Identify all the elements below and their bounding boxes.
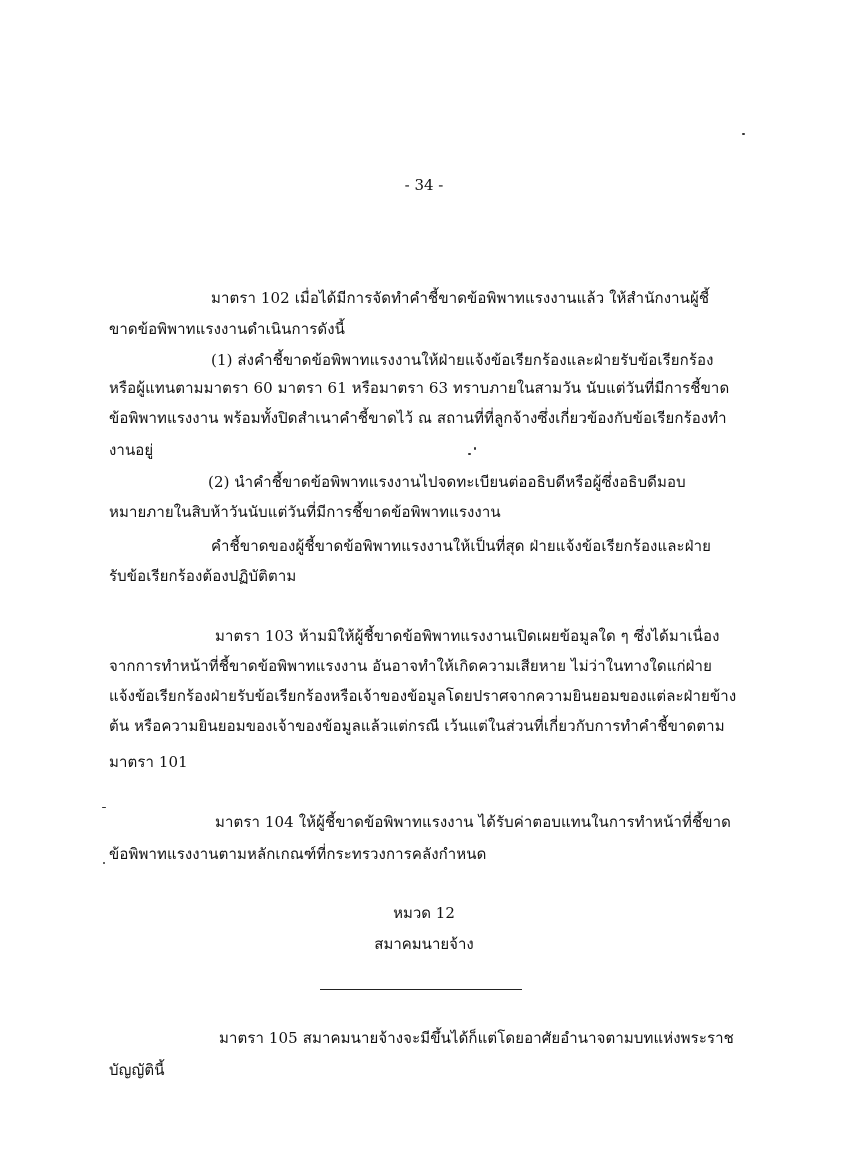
scan-speck xyxy=(742,133,745,135)
section-102-item-1-line-3: ข้อพิพาทแรงงาน พร้อมทั้งปิดสำเนาคำชี้ขาดไว้ ณ สถานที่ที่ลูกจ้างซึ่งเกี่ยวข้องกับข้อเรียกร้องทำ xyxy=(109,409,727,427)
page-number: - 34 - xyxy=(404,176,444,194)
section-103-line-4: ต้น หรือความยินยอมของเจ้าของข้อมูลแล้วแต่กรณี เว้นแต่ในส่วนที่เกี่ยวกับการทำคำชี้ขาดตาม xyxy=(109,717,725,735)
section-divider xyxy=(320,989,522,990)
section-104-line-2: ข้อพิพาทแรงงานตามหลักเกณฑ์ที่กระทรวงการคลังกำหนด xyxy=(109,845,487,863)
scan-speck xyxy=(474,447,476,450)
scan-speck xyxy=(468,453,471,455)
chapter-title: สมาคมนายจ้าง xyxy=(374,935,474,953)
section-103-line-5: มาตรา 101 xyxy=(109,753,188,771)
scan-speck xyxy=(102,807,106,808)
section-105-line-2: บัญญัตินี้ xyxy=(109,1061,165,1079)
section-102-item-2-line-1: (2) นำคำชี้ขาดข้อพิพาทแรงงานไปจดทะเบียนต่ออธิบดีหรือผู้ซึ่งอธิบดีมอบ xyxy=(208,473,686,491)
section-103-line-3: แจ้งข้อเรียกร้องฝ่ายรับข้อเรียกร้องหรือเจ้าของข้อมูลโดยปราศจากความยินยอมของแต่ละฝ่ายข้าง xyxy=(109,687,737,705)
section-102-final-paragraph-line-1: คำชี้ขาดของผู้ชี้ขาดข้อพิพาทแรงงานให้เป็นที่สุด ฝ่ายแจ้งข้อเรียกร้องและฝ่าย xyxy=(211,537,712,555)
scan-speck xyxy=(103,862,105,864)
section-105-line-1: มาตรา 105 สมาคมนายจ้างจะมีขึ้นได้ก็แต่โดยอาศัยอำนาจตามบทแห่งพระราช xyxy=(219,1029,734,1047)
section-103-line-1: มาตรา 103 ห้ามมิให้ผู้ชี้ขาดข้อพิพาทแรงงานเปิดเผยข้อมูลใด ๆ ซึ่งได้มาเนื่อง xyxy=(215,627,720,645)
section-102-item-1-line-4: งานอยู่ xyxy=(109,441,154,459)
section-102-line-2: ขาดข้อพิพาทแรงงานดำเนินการดังนี้ xyxy=(109,320,345,338)
section-102-item-1-line-1: (1) ส่งคำชี้ขาดข้อพิพาทแรงงานให้ฝ่ายแจ้งข้อเรียกร้องและฝ่ายรับข้อเรียกร้อง xyxy=(211,351,714,369)
chapter-heading: หมวด 12 xyxy=(393,904,455,922)
section-102-final-paragraph-line-2: รับข้อเรียกร้องต้องปฏิบัติตาม xyxy=(109,567,297,585)
section-102-item-1-line-2: หรือผู้แทนตามมาตรา 60 มาตรา 61 หรือมาตรา 63 ทราบภายในสามวัน นับแต่วันที่มีการชี้ขาด xyxy=(109,379,730,397)
section-102-item-2-line-2: หมายภายในสิบห้าวันนับแต่วันที่มีการชี้ขาดข้อพิพาทแรงงาน xyxy=(109,503,501,521)
section-103-line-2: จากการทำหน้าที่ชี้ขาดข้อพิพาทแรงงาน อันอาจทำให้เกิดความเสียหาย ไม่ว่าในทางใดแก่ฝ่าย xyxy=(109,657,712,675)
section-102-line-1: มาตรา 102 เมื่อได้มีการจัดทำคำชี้ขาดข้อพิพาทแรงงานแล้ว ให้สำนักงานผู้ชี้ xyxy=(211,289,710,307)
section-104-line-1: มาตรา 104 ให้ผู้ชี้ขาดข้อพิพาทแรงงาน ได้รับค่าตอบแทนในการทำหน้าที่ชี้ขาด xyxy=(215,813,731,831)
